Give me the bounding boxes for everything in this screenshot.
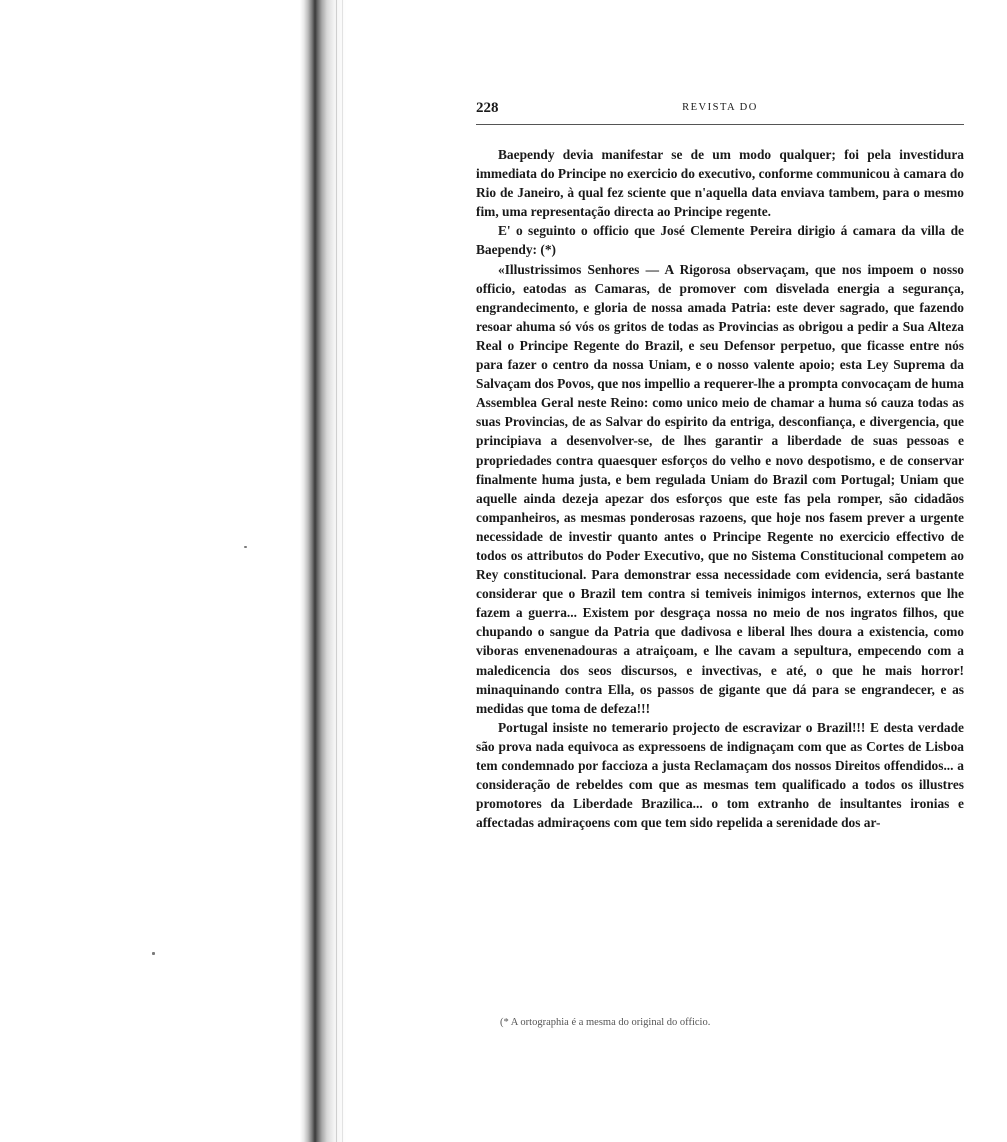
paragraph: «Illustrissimos Senhores — A Rigorosa observaçam, que nos impoem o nosso officio, eatodas as Camaras, de promover com disvelada energia a segurança, engrandecimento, e gloria de nossa amada Patria: este dever sagrado, que fazendo resoar ahuma só vós os gritos de todas as Provincias as obrigou a pedir a Sua Alteza Real o Principe Regente do Brazil, e seu Defensor perpetuo, que ficasse entre nós para fazer o centro da nossa Uniam, e o nosso valente apoio; esta Ley Suprema da Salvaçam dos Povos, que nos impellio a requerer-lhe a prompta convocaçam de huma Assemblea Geral neste Reino: como unico meio de chamar a huma só cauza todas as suas Provincias, de as Salvar do espirito da entriga, desconfiança, e divergencia, que principiava a desenvolver-se, de lhes garantir a liberdade de suas pessoas e propriedades contra quaesquer esforços do velho e novo despotismo, e de conservar finalmente huma justa, e bem regulada Uniam do Brazil com Portugal; Uniam que aquelle ainda dezeja apezar dos esforços que este fas pela romper, são cidadãos companheiros, as mesmas ponderosas razoens, que hoje nos fasem prever a urgente necessidade de investir quanto antes o Principe Regente no exercicio effectivo de todos os attributos do Poder Executivo, que no Sistema Constitucional competem ao Rey constitucional. Para demonstrar essa necessidade com evidencia, será bastante considerar que o Brazil tem contra si temiveis inimigos internos, externos que lhe fazem a guerra... Existem por desgraça nossa no meio de nos ingratos filhos, que chupando o sangue da Patria que dadivosa e liberal lhes doura a existencia, como viboras envenenadouras a atraiçoam, e lhe cavam a sepultura, empecendo com a maledicencia dos seos discursos, e invectivas, e até, o que he mais horror! minaquinando contra Ella, os passos de gigante que dá para se engrandecer, e as medidas que toma de defeza!!! xyxy=(476,261,964,716)
margin-line xyxy=(342,0,343,1142)
page-number: 228 xyxy=(476,100,499,116)
header-rule xyxy=(476,124,964,125)
body-text xyxy=(476,145,964,832)
scan-speck xyxy=(152,952,155,955)
paragraph: E' o seguinto o officio que José Clemente Pereira dirigio á camara da villa de Baependy: (*) xyxy=(476,223,964,258)
journal-title: REVISTA DO xyxy=(682,102,758,113)
running-head xyxy=(476,100,964,122)
footnote: (* A ortographia é a mesma do original do officio. xyxy=(500,1017,711,1028)
binding-shadow xyxy=(300,0,346,1142)
paragraph: Portugal insiste no temerario projecto de escravizar o Brazil!!! E desta verdade são prova nada equivoca as expressoens de indignaçam com que as Cortes de Lisboa tem condemnado por facciozа a justa Reclamaçam dos nossos Direitos offendidos... a consideração de rebeldes com que as mesmas tem qualificado a todos os illustres promotores da Liberdade Brazilica... o tom extranho de insultantes ironias e affectadas admiraçoens com que tem sido repelida a serenidade dos ar- xyxy=(476,719,964,831)
scan-speck xyxy=(244,546,247,548)
margin-line xyxy=(336,0,337,1142)
paragraph: Baependy devia manifestar se de um modo qualquer; foi pela investidura immediata do Principe no exercicio do executivo, conforme communicou à camara do Rio de Janeiro, à qual fez sciente que n'aquella data enviava tambem, para o mesmo fim, uma representação directa ao Principe regente. xyxy=(476,147,964,220)
